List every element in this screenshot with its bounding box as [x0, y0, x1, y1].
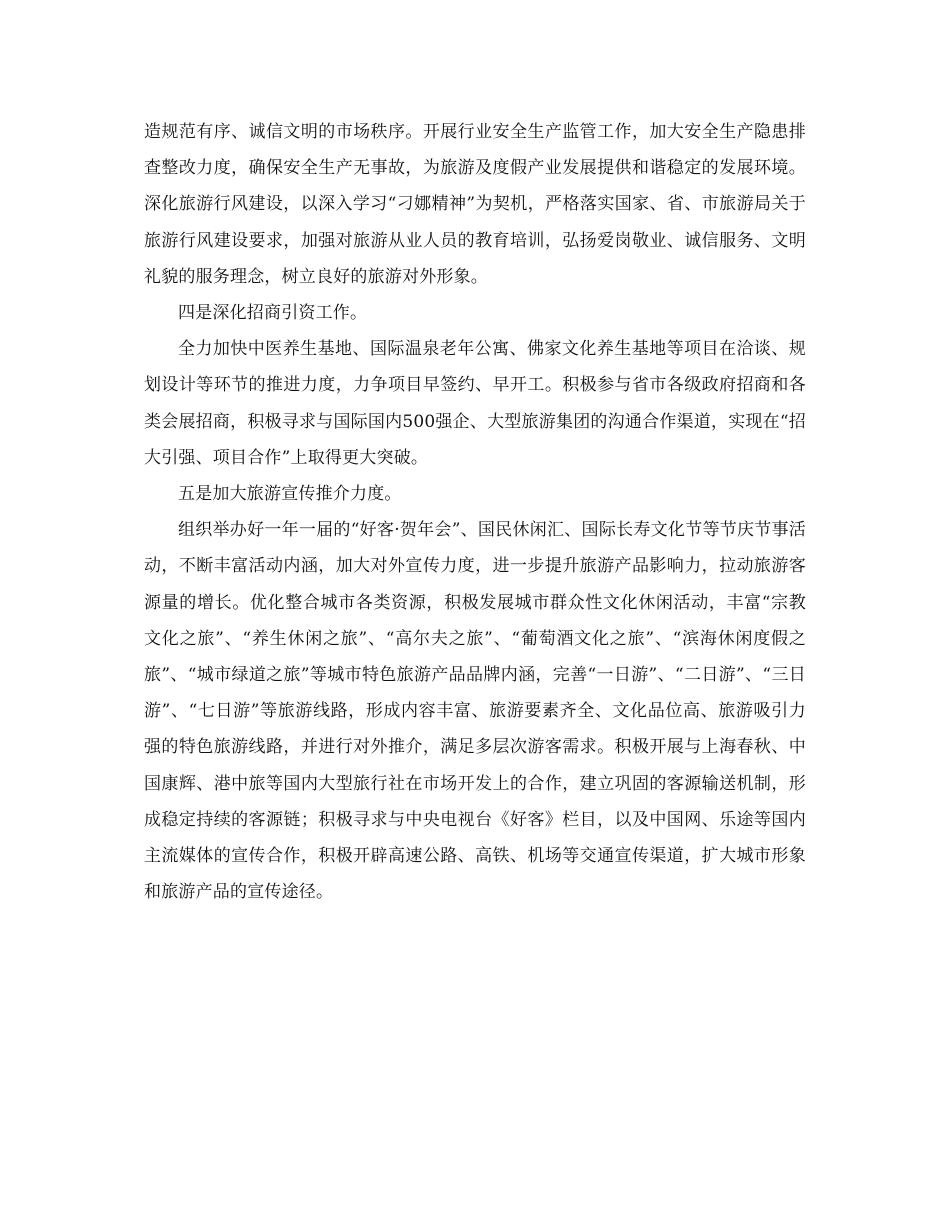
paragraph-tourism-publicity: 组织举办好一年一届的“好客·贺年会”、国民休闲汇、国际长寿文化节等节庆节事活动，不断丰富活动内涵，加大对外宣传力度，进一步提升旅游产品影响力，拉动旅游客源量的增长。优化整合城市各类资源，积极发展城市群众性文化休闲活动，丰富“宗教文化之旅”、“养生休闲之旅”、“高尔夫之旅”、“葡萄酒文化之旅”、“滨海休闲度假之旅”、“城市绿道之旅”等城市特色旅游产品品牌内涵，完善“一日游”、“二日游”、“三日游”、“七日游”等旅游线路，形成内容丰富、旅游要素齐全、文化品位高、旅游吸引力强的特色旅游线路，并进行对外推介，满足多层次游客需求。积极开展与上海春秋、中国康辉、港中旅等国内大型旅行社在市场开发上的合作，建立巩固的客源输送机制，形成稳定持续的客源链；积极寻求与中央电视台《好客》栏目，以及中国网、乐途等国内主流媒体的宣传合作，积极开辟高速公路、高铁、机场等交通宣传渠道，扩大城市形象和旅游产品的宣传途径。	[144, 520, 806, 903]
heading-tourism-publicity: 五是加大旅游宣传推介力度。	[178, 484, 402, 505]
paragraph-industry-regulation: 造规范有序、诚信文明的市场秩序。开展行业安全生产监管工作，加大安全生产隐患排查整改力度，确保安全生产无事故，为旅游及度假产业发展提供和谐稳定的发展环境。深化旅游行风建设，以深入学习“刁娜精神”为契机，严格落实国家、省、市旅游局关于旅游行风建设要求，加强对旅游从业人员的教育培训，弘扬爱岗敬业、诚信服务、文明礼貌的服务理念，树立良好的旅游对外形象。	[144, 122, 806, 287]
document-body	[144, 114, 806, 910]
paragraph-investment-promotion: 全力加快中医养生基地、国际温泉老年公寓、佛家文化养生基地等项目在洽谈、规划设计等环节的推进力度，力争项目早签约、早开工。积极参与省市各级政府招商和各类会展招商，积极寻求与国际国内500强企、大型旅游集团的沟通合作渠道，实现在“招大引强、项目合作”上取得更大突破。	[144, 339, 806, 468]
heading-investment-promotion: 四是深化招商引资工作。	[178, 303, 368, 324]
